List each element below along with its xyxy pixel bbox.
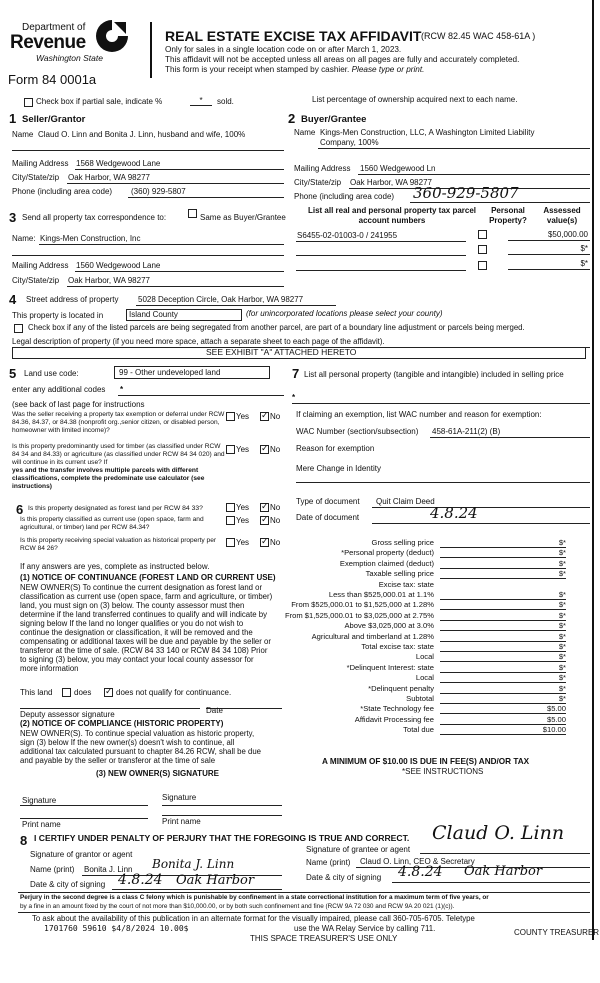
assessed-value-3[interactable]: $* [580,259,588,268]
notice1-head: (1) NOTICE OF CONTINUANCE (FOREST LAND OR CURRENT USE) [20,573,276,582]
buyer-heading: Buyer/Grantee [301,114,367,125]
subtitle-3: This form is your receipt when stamped by cashier. Please type or print. [165,65,425,74]
buyer-city-label: City/State/zip [294,178,342,187]
street-value[interactable]: 5028 Deception Circle, Oak Harbor, WA 98277 [138,295,304,304]
personal-value[interactable]: * [292,393,296,402]
deputy-sig-label: Deputy assessor signature [20,710,115,719]
tax-row-label: Exemption claimed (deduct) [339,558,434,568]
tax-row-value[interactable]: $* [558,673,566,683]
legal-value[interactable]: SEE EXHIBIT "A" ATTACHED HERETO [206,347,357,357]
does-label: does [74,688,92,697]
personal-checkbox-3[interactable] [478,261,487,270]
tax-row-label: Less than $525,000.01 at 1.1% [328,590,434,599]
buyer-phone[interactable]: 360-929-5807 [413,184,519,202]
buyer-name-label: Name [294,128,316,137]
tax-row-label: From $525,000.01 to $1,525,000 at 1.28% [291,600,434,610]
taxcorr-name-label: Name: [12,234,36,243]
reason-label: Reason for exemption [296,444,375,453]
taxcorr-mailing[interactable]: 1560 Wedgewood Lane [76,261,161,270]
grantee-signature[interactable]: Claud O. Linn [432,822,565,844]
legal-label: Legal description of property (if you need more space, attach a separate sheet to each page of the affidavit). [12,337,385,346]
county-treasurer: COUNTY TREASURER [514,928,600,937]
new-owner-print-label-1: Print name [22,820,61,829]
landuse-code[interactable]: 99 - Other undeveloped land [114,366,270,379]
q-exemption-yes[interactable] [226,412,235,421]
q-historic: Is this property receiving special valuation as historical property per RCW 84 26? [20,537,217,552]
doc-date[interactable]: 4.8.24 [430,504,478,522]
located-label: This property is located in [12,311,104,320]
parcel-head-personal: Personal Property? [489,206,527,225]
q-exemption-yes-label: Yes [236,412,250,421]
certify-heading: I CERTIFY UNDER PENALTY OF PERJURY THAT THE FOREGOING IS TRUE AND CORRECT. [34,833,410,843]
located-note: (for unincorporated locations please select your county) [246,309,443,318]
q-historic-no[interactable]: ✓ [261,536,269,546]
notice2-body: NEW OWNER(S). To continue special valuation as historic property, sign (3) below If the new owner(s) doesn't wish to continue, all additional tax calculated pursuant to chapter 84.26 RCW, shall be due and payable by the seller or transferor at the time of sale [20,729,261,765]
minimum-note: A MINIMUM OF $10.00 IS DUE IN FEE(S) AND/OR TAX [322,757,530,766]
treasurer-use-only: THIS SPACE TREASURER'S USE ONLY [250,934,398,943]
q-forest-no-label: No [270,503,281,512]
q-historic-no-label: No [270,538,281,547]
tax-row-label: *Delinquent Interest: state [346,662,434,672]
grantee-name[interactable]: Claud O. Linn, CEO & Secretary [360,857,475,866]
grantor-sig-label: Signature of grantor or agent [30,850,133,859]
tax-row-label: Local [415,652,434,662]
doc-date-label: Date of document [296,513,360,522]
grantee-date-label: Date & city of signing [306,873,382,882]
this-land-label: This land [20,688,53,697]
assessed-value-2[interactable]: $* [580,244,588,253]
certify-num: 8 [20,833,28,848]
tax-row-value[interactable]: $* [558,631,566,641]
partial-sale-sold: sold. [217,97,234,106]
q-current-use: Is this property classified as current use (open space, farm and agricultural, or timber) land per RCW 84.34? [20,516,204,531]
tax-row-label: Agricultural and timberland at 1.28% [311,631,434,641]
personal-label: List all personal property (tangible and intangible) included in selling price [304,370,564,379]
new-owner-sig-label-1: Signature [22,796,57,805]
landuse-label: Land use code: [24,369,79,378]
q-current-use-yes[interactable] [226,516,235,525]
tax-row-label: *Personal property (deduct) [341,548,434,558]
doc-type[interactable]: Quit Claim Deed [376,497,435,506]
ask-line-2: use the WA Relay Service by calling 711. [294,924,436,933]
additional-codes-label: enter any additional codes [12,385,106,394]
tax-row-value[interactable]: $* [558,538,566,547]
street-num: 4 [9,292,17,307]
q-current-use-no-label: No [270,516,281,525]
buyer-city[interactable]: Oak Harbor, WA 98277 [350,178,432,187]
buyer-mailing[interactable]: 1560 Wedgewood Ln [360,164,436,173]
seller-city-label: City/State/zip [12,173,60,182]
tax-row-value[interactable]: $5.00 [546,714,566,724]
buyer-num: 2 [288,111,296,126]
q-exemption-no-label: No [270,412,281,421]
seller-phone-label: Phone (including area code) [12,187,113,196]
grantor-name[interactable]: Bonita J. Linn [84,865,133,874]
taxcorr-heading: Send all property tax correspondence to: [22,213,167,222]
same-as-buyer-checkbox[interactable] [188,209,197,218]
tax-row-value[interactable]: $* [558,683,566,693]
tax-row-value[interactable]: $* [558,600,566,610]
tax-row-label: *State Technology fee [360,704,434,714]
landuse-num: 5 [9,366,17,381]
grantee-date[interactable]: 4.8.24 [398,864,443,880]
seller-mailing-label: Mailing Address [12,159,69,168]
tax-row-value[interactable]: $* [558,694,566,703]
q-historic-yes-label: Yes [236,538,250,547]
tax-row-value[interactable]: $* [558,558,566,568]
tax-row-value[interactable]: $* [558,662,566,672]
q-forest: Is this property designated as forest land per RCW 84 33? [28,505,203,512]
does-not-label: does not qualify for continuance. [116,688,232,697]
taxcorr-num: 3 [9,210,17,225]
tax-row-label: Excise tax: state [378,579,434,589]
q-current-use-yes-label: Yes [236,516,250,525]
partial-sale-value[interactable]: * [190,96,212,106]
segregated-checkbox[interactable] [14,324,23,333]
taxcorr-name[interactable]: Kings-Men Construction, Inc [40,234,141,243]
same-as-buyer-label: Same as Buyer/Grantee [200,213,286,222]
form-title: REAL ESTATE EXCISE TAX AFFIDAVIT [165,28,422,44]
wac-value[interactable]: 458-61A-211(2) (B) [432,427,501,436]
parcel-head-assessed: Assessed value(s) [543,206,581,225]
q-timber-yes-label: Yes [236,445,250,454]
additional-codes[interactable]: * [120,385,124,394]
personal-checkbox-2[interactable] [478,245,487,254]
cashier-stamp: 1701760 59610 $4/8/2024 10.00$ [44,924,189,933]
perjury-line-2: by a fine in an amount fixed by the court of not more than $10,000.00, or by both such confinement and fine (RCW 9A 72 030 and RCW 9A 20 021 (1)(c)). [20,903,455,910]
notice1-body: NEW OWNER(S) To continue the current designation as forest land or classification as current use (open space, farm and agriculture, or timber) land, you must sign on (3) below. The county assessor must then determine if the land transferred continues to qualify and will indicate by signing below If the land no longer qualifies or you do not wish to continue the designation or classification, it will be removed and the compensating or additional taxes will be due and payable by the seller or transferor at the time of sale. (RCW 84 33 140 or RCW 84 34 108) Prior to signing (3) below, you may contact your local county assessor for more information [20,583,273,673]
seller-phone[interactable]: (360) 929-5807 [131,187,186,196]
dept-line3: Washington State [36,53,103,63]
new-owner-sig-label-2: Signature [162,793,197,802]
street-label: Street address of property [26,295,119,304]
does-not-checkbox[interactable]: ✓ [105,686,113,696]
q-timber-no-label: No [270,445,281,454]
q-timber: Is this property predominantly used for timber (as classified under RCW 84 34 and 84.33) or agriculture (as classified under RCW 84 34 020) and will continue in its current use? If [12,443,225,466]
parcel-row-1[interactable]: S6455-02-01003-0 / 241955 [297,231,398,240]
q-forest-no[interactable]: ✓ [261,501,269,511]
grantee-sig-label: Signature of grantee or agent [306,845,411,854]
buyer-mailing-label: Mailing Address [294,164,351,173]
tax-row-label: Taxable selling price [365,569,434,579]
personal-num: 7 [292,366,300,381]
reason-value[interactable]: Mere Change in Identity [296,464,381,473]
exemption-label: If claiming an exemption, list WAC number and reason for exemption: [296,410,542,419]
dor-emblem-icon [94,18,130,54]
tax-row-value[interactable]: $* [558,642,566,651]
wac-label: WAC Number (section/subsection) [296,427,419,436]
new-owner-sig-head: (3) NEW OWNER(S) SIGNATURE [96,769,219,778]
grantee-name-label: Name (print) [306,858,351,867]
subtitle-1: Only for sales in a single location code on or after March 1, 2023. [165,45,402,54]
complete-note: If any answers are yes, complete as instructed below. [20,562,210,571]
q-timber-yes[interactable] [226,445,235,454]
tax-row-label: Subtotal [406,694,434,703]
tax-row-value[interactable]: $* [558,548,566,558]
notice2-head: (2) NOTICE OF COMPLIANCE (HISTORIC PROPERTY) [20,719,224,728]
deputy-date-label: Date [206,706,223,715]
dept-line2: Revenue [10,32,86,53]
partial-sale-checkbox[interactable] [24,98,33,107]
tax-row-value[interactable]: $* [558,652,566,662]
doc-type-label: Type of document [296,497,360,506]
parcel-head-list: List all real and personal property tax parcel account numbers [307,206,477,225]
grantor-city[interactable]: Oak Harbor [176,873,255,888]
buyer-name-1[interactable]: Kings-Men Construction, LLC, A Washington Limited Liability [320,128,535,137]
q-timber-b: yes and the transfer involves multiple parcels with different classifications, complete the predominate use calculator (see instructions) [12,467,205,490]
dept-line1: Department of [22,22,86,33]
subtitle-2: This affidavit will not be accepted unless all areas on all pages are fully and accurately completed. [165,55,520,64]
tax-row-value[interactable]: $* [558,590,566,599]
perjury-line-1: Perjury in the second degree is a class C felony which is punishable by confinement in a state correctional institution for a maximum term of five years, or [20,894,489,901]
forest-num: 6 [16,502,24,517]
taxcorr-mailing-label: Mailing Address [12,261,69,270]
ask-line-1: To ask about the availability of this publication in an alternate format for the visually impaired, please call 360-705-6705. Teletype [32,914,475,923]
tax-row-label: Local [415,673,434,683]
taxcorr-city[interactable]: Oak Harbor, WA 98277 [68,276,150,285]
personal-checkbox-1[interactable] [478,230,487,239]
rcw-ref: (RCW 82.45 WAC 458-61A ) [421,31,536,41]
tax-row-label: Gross selling price [371,538,434,547]
tax-row-label: Affidavit Processing fee [354,714,434,724]
assessed-value-1[interactable]: $50,000.00 [547,230,588,239]
segregated-label: Check box if any of the listed parcels are being segregated from another parcel, are part of a boundary line adjustment or parcels being merged. [28,323,525,332]
tax-row-value[interactable]: $* [558,621,566,631]
seller-heading: Seller/Grantor [22,114,86,125]
new-owner-print-label-2: Print name [162,817,201,826]
tax-row-label: Above $3,025,000 at 3.0% [344,621,434,631]
form-number: Form 84 0001a [8,72,97,87]
see-back: (see back of last page for instructions [12,400,145,409]
q-exemption-no[interactable]: ✓ [261,410,269,420]
grantor-date-label: Date & city of signing [30,880,106,889]
tax-row-value[interactable]: $* [558,569,566,579]
tax-row-value[interactable]: $* [558,610,566,620]
q-forest-yes-label: Yes [236,503,250,512]
tax-row-label: From $1,525,000.01 to $3,025,000 at 2.75% [284,610,434,620]
tax-row-label: *Delinquent penalty [368,683,434,693]
tax-row-label: Total excise tax: state [361,642,434,651]
q-current-use-no[interactable]: ✓ [261,514,269,524]
see-instructions: *SEE INSTRUCTIONS [402,767,484,776]
tax-row-label: Total due [403,725,434,735]
q-historic-yes[interactable] [226,538,235,547]
grantor-signature[interactable]: Bonita J. Linn [152,857,235,871]
q-exemption: Was the seller receiving a property tax exemption or deferral under RCW 84.36, 84.37, or 84.38 (nonprofit org.,senior citizen, or disabled person, homeowner with limited income)? [12,411,225,434]
q-forest-yes[interactable] [226,503,235,512]
seller-mailing[interactable]: 1568 Wedgewood Lane [76,159,161,168]
taxcorr-city-label: City/State/zip [12,276,60,285]
ownership-note: List percentage of ownership acquired next to each name. [312,95,518,104]
seller-name[interactable]: Claud O. Linn and Bonita J. Linn, husband and wife, 100% [38,130,246,139]
tax-row-value[interactable]: $10.00 [542,725,566,735]
q-timber-no[interactable]: ✓ [261,443,269,453]
located-county[interactable]: Island County [126,309,242,321]
does-checkbox[interactable] [62,688,71,697]
tax-row-value[interactable]: $5.00 [546,704,566,714]
grantee-city[interactable]: Oak Harbor [464,864,543,879]
grantor-date[interactable]: 4.8.24 [118,872,163,888]
buyer-name-2[interactable]: Company, 100% [320,138,379,147]
dor-logo [8,18,136,70]
seller-city[interactable]: Oak Harbor, WA 98277 [68,173,150,182]
seller-name-label: Name [12,130,34,139]
grantor-name-label: Name (print) [30,865,75,874]
buyer-phone-label: Phone (including area code) [294,192,395,201]
seller-num: 1 [9,111,17,126]
partial-sale-label: Check box if partial sale, indicate % [36,97,163,106]
